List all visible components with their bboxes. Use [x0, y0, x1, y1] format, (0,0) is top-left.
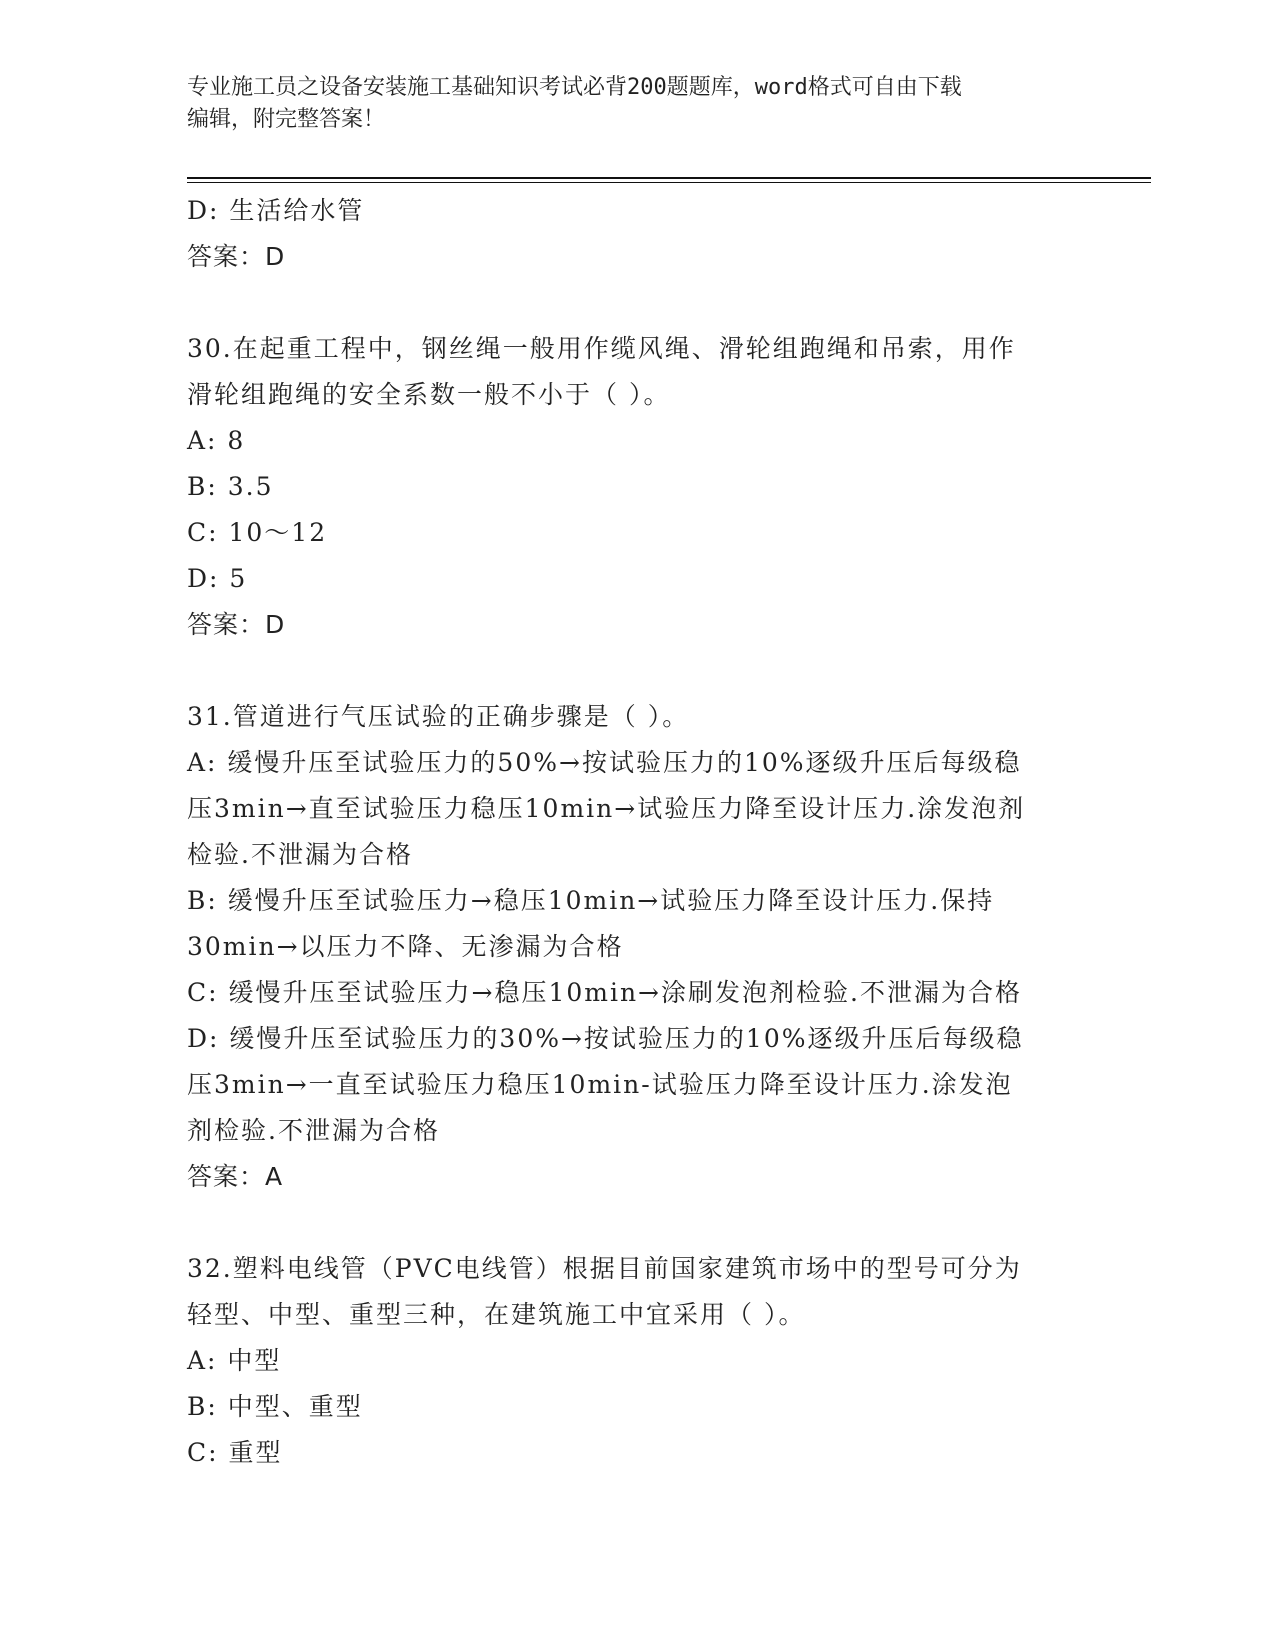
option-a: A: 缓慢升压至试验压力的50%→按试验压力的10%逐级升压后每级稳: [187, 748, 1022, 777]
option-b: B: 中型、重型: [187, 1392, 363, 1421]
question-stem: 32.塑料电线管（PVC电线管）根据目前国家建筑市场中的型号可分为: [187, 1254, 1022, 1283]
option-b: B: 3.5: [187, 472, 274, 501]
option-d-continued: 剂检验.不泄漏为合格: [187, 1116, 440, 1145]
header-title-line-2: 编辑，附完整答案！: [187, 107, 386, 132]
answer-line: 答案：D: [187, 610, 286, 639]
header-divider-thick: [187, 177, 1151, 179]
option-c: C: 缓慢升压至试验压力→稳压10min→涂刷发泡剂检验.不泄漏为合格: [187, 978, 1022, 1007]
option-d: D: 5: [187, 564, 248, 593]
option-c: C: 10～12: [187, 518, 328, 547]
option-d-continued: 压3min→一直至试验压力稳压10min-试验压力降至设计压力.涂发泡: [187, 1070, 1013, 1099]
spacer: [187, 280, 1087, 326]
option-d: D: 缓慢升压至试验压力的30%→按试验压力的10%逐级升压后每级稳: [187, 1024, 1024, 1053]
header-divider-thin: [187, 182, 1151, 183]
document-body: [187, 188, 1087, 1476]
option-c: C: 重型: [187, 1438, 283, 1467]
option-a-continued: 压3min→直至试验压力稳压10min→试验压力降至设计压力.涂发泡剂: [187, 794, 1026, 823]
spacer: [187, 648, 1087, 694]
question-stem: 31.管道进行气压试验的正确步骤是（ ）。: [187, 702, 690, 731]
option-b: B: 缓慢升压至试验压力→稳压10min→试验压力降至设计压力.保持: [187, 886, 995, 915]
question-stem-continued: 轻型、中型、重型三种，在建筑施工中宜采用（ ）。: [187, 1300, 806, 1329]
question-stem: 30.在起重工程中，钢丝绳一般用作缆风绳、滑轮组跑绳和吊索，用作: [187, 334, 1016, 363]
option-d: D: 生活给水管: [187, 196, 365, 225]
question-32: [187, 1246, 1087, 1476]
option-a: A: 中型: [187, 1346, 282, 1375]
spacer: [187, 1200, 1087, 1246]
option-a: A: 8: [187, 426, 246, 455]
answer-line: 答案：D: [187, 242, 286, 271]
option-b-continued: 30min→以压力不降、无渗漏为合格: [187, 932, 624, 961]
option-a-continued: 检验.不泄漏为合格: [187, 840, 413, 869]
header-title-line-1: 专业施工员之设备安装施工基础知识考试必背200题题库，word格式可自由下载: [187, 75, 962, 100]
question-30: [187, 326, 1087, 648]
question-29-tail: [187, 188, 1087, 280]
document-header: [187, 72, 1077, 136]
question-stem-continued: 滑轮组跑绳的安全系数一般不小于（ ）。: [187, 380, 671, 409]
question-31: [187, 694, 1087, 1200]
answer-line: 答案：A: [187, 1162, 284, 1191]
